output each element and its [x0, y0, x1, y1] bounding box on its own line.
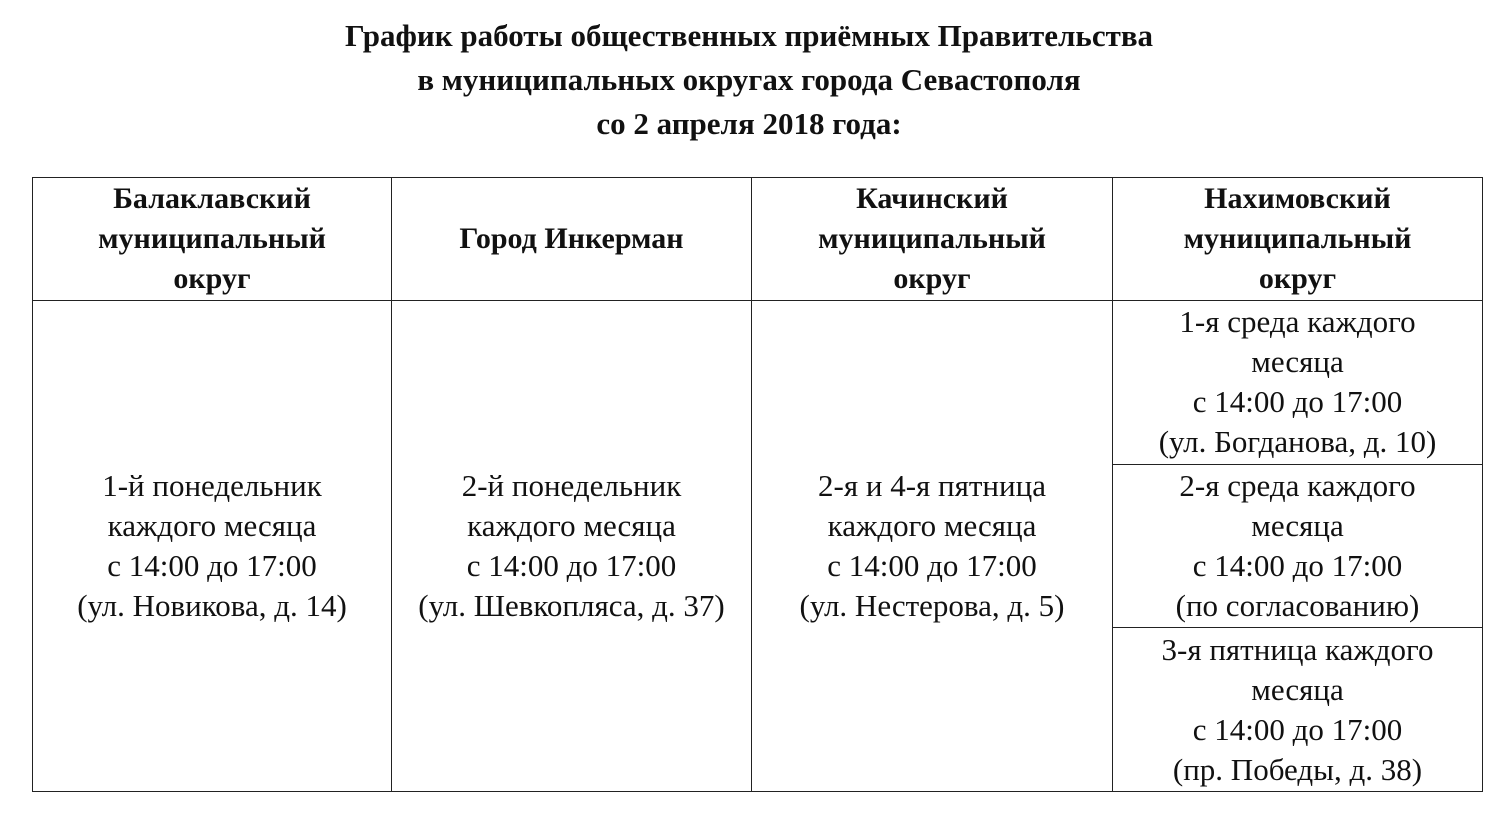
title-line-2: в муниципальных округах города Севастополя	[417, 62, 1081, 97]
document-title	[0, 14, 1498, 146]
header-nakhimov: Нахимовский муниципальный округ	[1113, 178, 1483, 301]
header-row	[33, 178, 1483, 301]
cell-nakhimov-3: 3-я пятница каждого месяца с 14:00 до 17:00 (пр. Победы, д. 38)	[1113, 628, 1483, 792]
title-line-3: со 2 апреля 2018 года:	[596, 106, 902, 141]
cell-balaklava: 1-й понедельник каждого месяца с 14:00 до 17:00 (ул. Новикова, д. 14)	[33, 301, 392, 792]
schedule-row-1	[33, 301, 1483, 465]
schedule-table	[32, 177, 1483, 792]
cell-inkerman: 2-й понедельник каждого месяца с 14:00 до 17:00 (ул. Шевкопляса, д. 37)	[392, 301, 752, 792]
cell-nakhimov-1: 1-я среда каждого месяца с 14:00 до 17:00 (ул. Богданова, д. 10)	[1113, 301, 1483, 465]
cell-kacha: 2-я и 4-я пятница каждого месяца с 14:00 до 17:00 (ул. Нестерова, д. 5)	[752, 301, 1113, 792]
header-inkerman: Город Инкерман	[392, 178, 752, 301]
header-balaklava: Балаклавский муниципальный округ	[33, 178, 392, 301]
title-line-1: График работы общественных приёмных Правительства	[344, 18, 1154, 53]
cell-nakhimov-2: 2-я среда каждого месяца с 14:00 до 17:00 (по согласованию)	[1113, 464, 1483, 628]
header-kacha: Качинский муниципальный округ	[752, 178, 1113, 301]
